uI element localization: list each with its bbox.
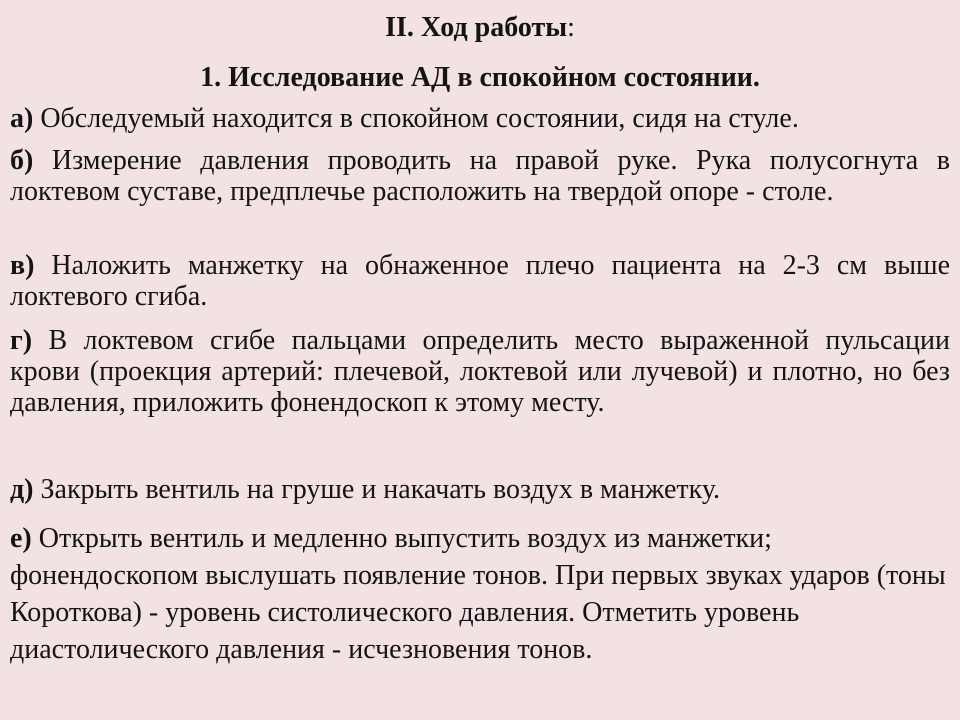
step-marker: д) [10,474,34,505]
subsection-heading: 1. Исследование АД в спокойном состоянии. [200,62,760,93]
step-text: Закрыть вентиль на груше и накачать воздух в манжетку. [33,474,721,505]
step-marker: а) [10,103,34,134]
step-v [10,250,950,312]
step-a [10,103,950,134]
step-g [10,325,950,418]
step-marker: г) [10,325,33,356]
section-heading [0,12,960,44]
step-marker: е) [10,523,32,554]
section-heading-text: II. Ход работы [385,12,568,43]
step-text: Измерение давления проводить на правой руке. Рука полусогнута в локтевом суставе, предплечье расположить на твердой опоре - столе. [10,145,950,207]
step-d [10,474,950,505]
step-marker: в) [10,250,35,281]
step-e [10,520,950,668]
step-text: Наложить манжетку на обнаженное плечо пациента на 2-3 см выше локтевого сгиба. [10,250,950,312]
step-text: Обследуемый находится в спокойном состоянии, сидя на стуле. [33,103,799,134]
section-heading-colon: : [567,12,575,43]
step-b [10,145,950,207]
step-text: В локтевом сгибе пальцами определить место выраженной пульсации крови (проекция артерий: плечевой, локтевой или лучевой) и плотно, но без давления, приложить фонендоскоп к этому месту. [10,325,950,418]
step-marker: б) [10,145,34,176]
step-text: Открыть вентиль и медленно выпустить воздух из манжетки; фонендоскопом выслушать появление тонов. При первых звуках ударов (тоны Короткова) - уровень систолического давления. Отметить уровень диастолического давления - исчезновения тонов. [10,523,946,665]
